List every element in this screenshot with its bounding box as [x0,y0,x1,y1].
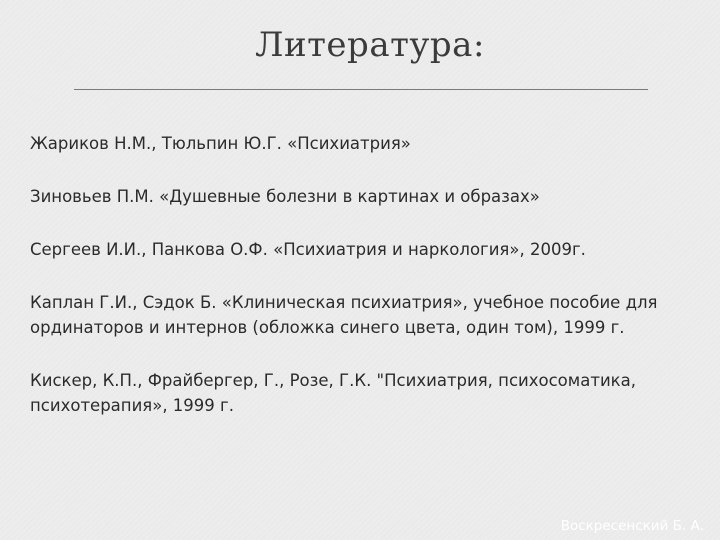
title-divider [74,89,648,90]
author-footer: Воскресенский Б. А. [560,518,704,534]
reference-item: Каплан Г.И., Сэдок Б. «Клиническая психиатрия», учебное пособие для ординаторов и интернов (обложка синего цвета, один том), 1999 г. [30,293,658,337]
reference-list [30,131,706,446]
slide-title: Литература: [255,25,485,65]
reference-item: Сергеев И.И., Панкова О.Ф. «Психиатрия и наркология», 2009г. [30,240,586,259]
reference-item: Жариков Н.М., Тюльпин Ю.Г. «Психиатрия» [30,134,411,153]
reference-item: Кискер, К.П., Фрайбергер, Г., Розе, Г.К. "Психиатрия, психосоматика, психотерапия», 1999 г. [30,371,636,415]
reference-item: Зиновьев П.М. «Душевные болезни в картинах и образах» [30,187,540,206]
